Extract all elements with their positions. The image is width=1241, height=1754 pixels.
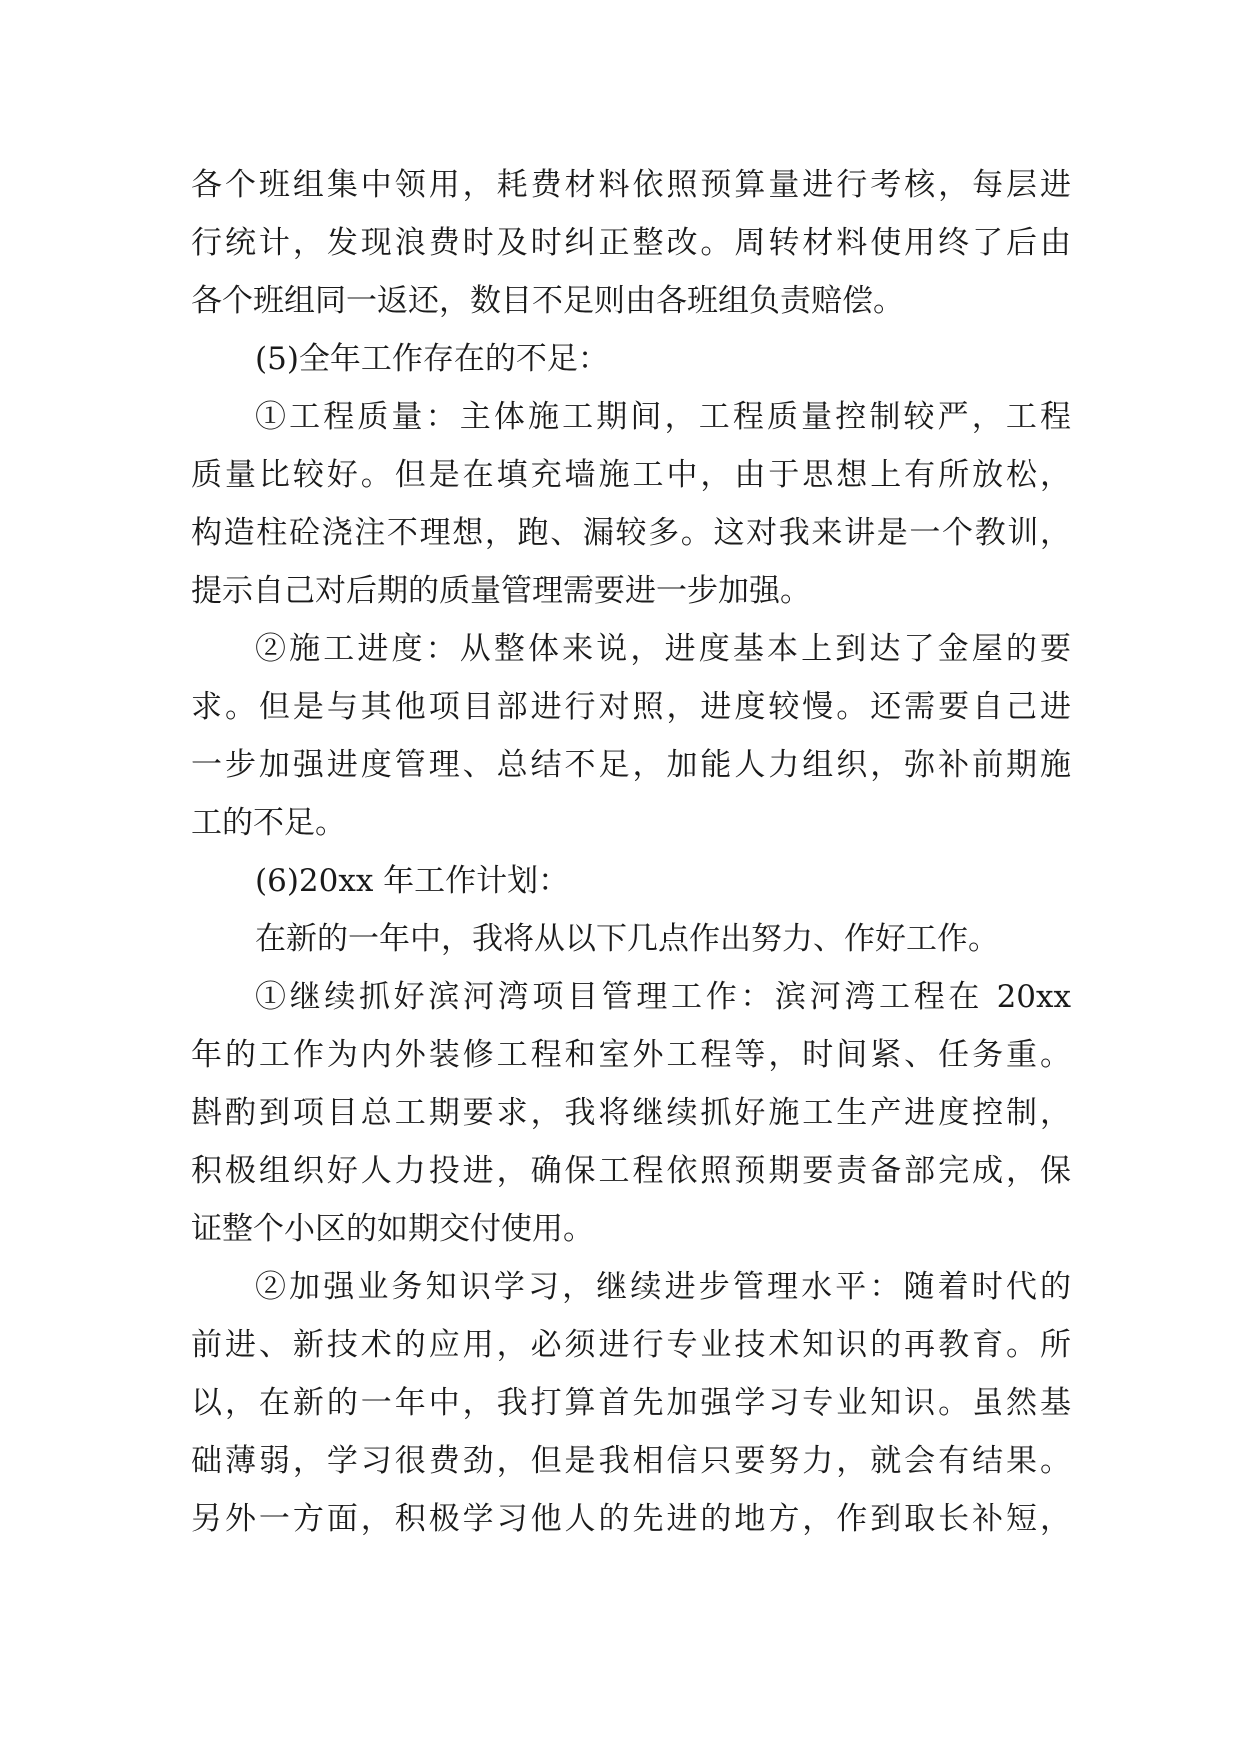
paragraph-line: ②加强业务知识学习，继续进步管理水平：随着时代的 bbox=[255, 1269, 1071, 1305]
section-heading: (6)20xx 年工作计划： bbox=[255, 863, 570, 899]
paragraph-line: 另外一方面，积极学习他人的先进的地方，作到取长补短， bbox=[191, 1501, 1071, 1537]
paragraph-line: 证整个小区的如期交付使用。 bbox=[191, 1211, 594, 1247]
paragraph-line: 一步加强进度管理、总结不足，加能人力组织，弥补前期施 bbox=[191, 747, 1071, 783]
paragraph-line: 各个班组集中领用，耗费材料依照预算量进行考核，每层进 bbox=[191, 167, 1071, 203]
paragraph-line: 工的不足。 bbox=[191, 805, 346, 841]
paragraph-line: ①继续抓好滨河湾项目管理工作：滨河湾工程在 20xx bbox=[255, 979, 1071, 1015]
paragraph-line: 求。但是与其他项目部进行对照，进度较慢。还需要自己进 bbox=[191, 689, 1071, 725]
document-body bbox=[191, 156, 1071, 1548]
paragraph-line: 年的工作为内外装修工程和室外工程等，时间紧、任务重。 bbox=[191, 1037, 1071, 1073]
paragraph-line: 行统计，发现浪费时及时纠正整改。周转材料使用终了后由 bbox=[191, 225, 1071, 261]
paragraph-line: 质量比较好。但是在填充墙施工中，由于思想上有所放松， bbox=[191, 457, 1071, 493]
paragraph-line: 前进、新技术的应用，必须进行专业技术知识的再教育。所 bbox=[191, 1327, 1071, 1363]
section-heading: (5)全年工作存在的不足： bbox=[255, 341, 609, 377]
paragraph-line: 构造柱砼浇注不理想，跑、漏较多。这对我来讲是一个教训， bbox=[191, 515, 1071, 551]
paragraph-line: ②施工进度：从整体来说，进度基本上到达了金屋的要 bbox=[255, 631, 1071, 667]
paragraph-line: 在新的一年中，我将从以下几点作出努力、作好工作。 bbox=[255, 921, 999, 957]
paragraph-line: 各个班组同一返还，数目不足则由各班组负责赔偿。 bbox=[191, 283, 904, 319]
paragraph-line: 以，在新的一年中，我打算首先加强学习专业知识。虽然基 bbox=[191, 1385, 1071, 1421]
paragraph-line: 提示自己对后期的质量管理需要进一步加强。 bbox=[191, 573, 811, 609]
paragraph-line: 积极组织好人力投进，确保工程依照预期要责备部完成，保 bbox=[191, 1153, 1071, 1189]
paragraph-line: 础薄弱，学习很费劲，但是我相信只要努力，就会有结果。 bbox=[191, 1443, 1071, 1479]
paragraph-line: ①工程质量：主体施工期间，工程质量控制较严，工程 bbox=[255, 399, 1071, 435]
paragraph-line: 斟酌到项目总工期要求，我将继续抓好施工生产进度控制， bbox=[191, 1095, 1071, 1131]
